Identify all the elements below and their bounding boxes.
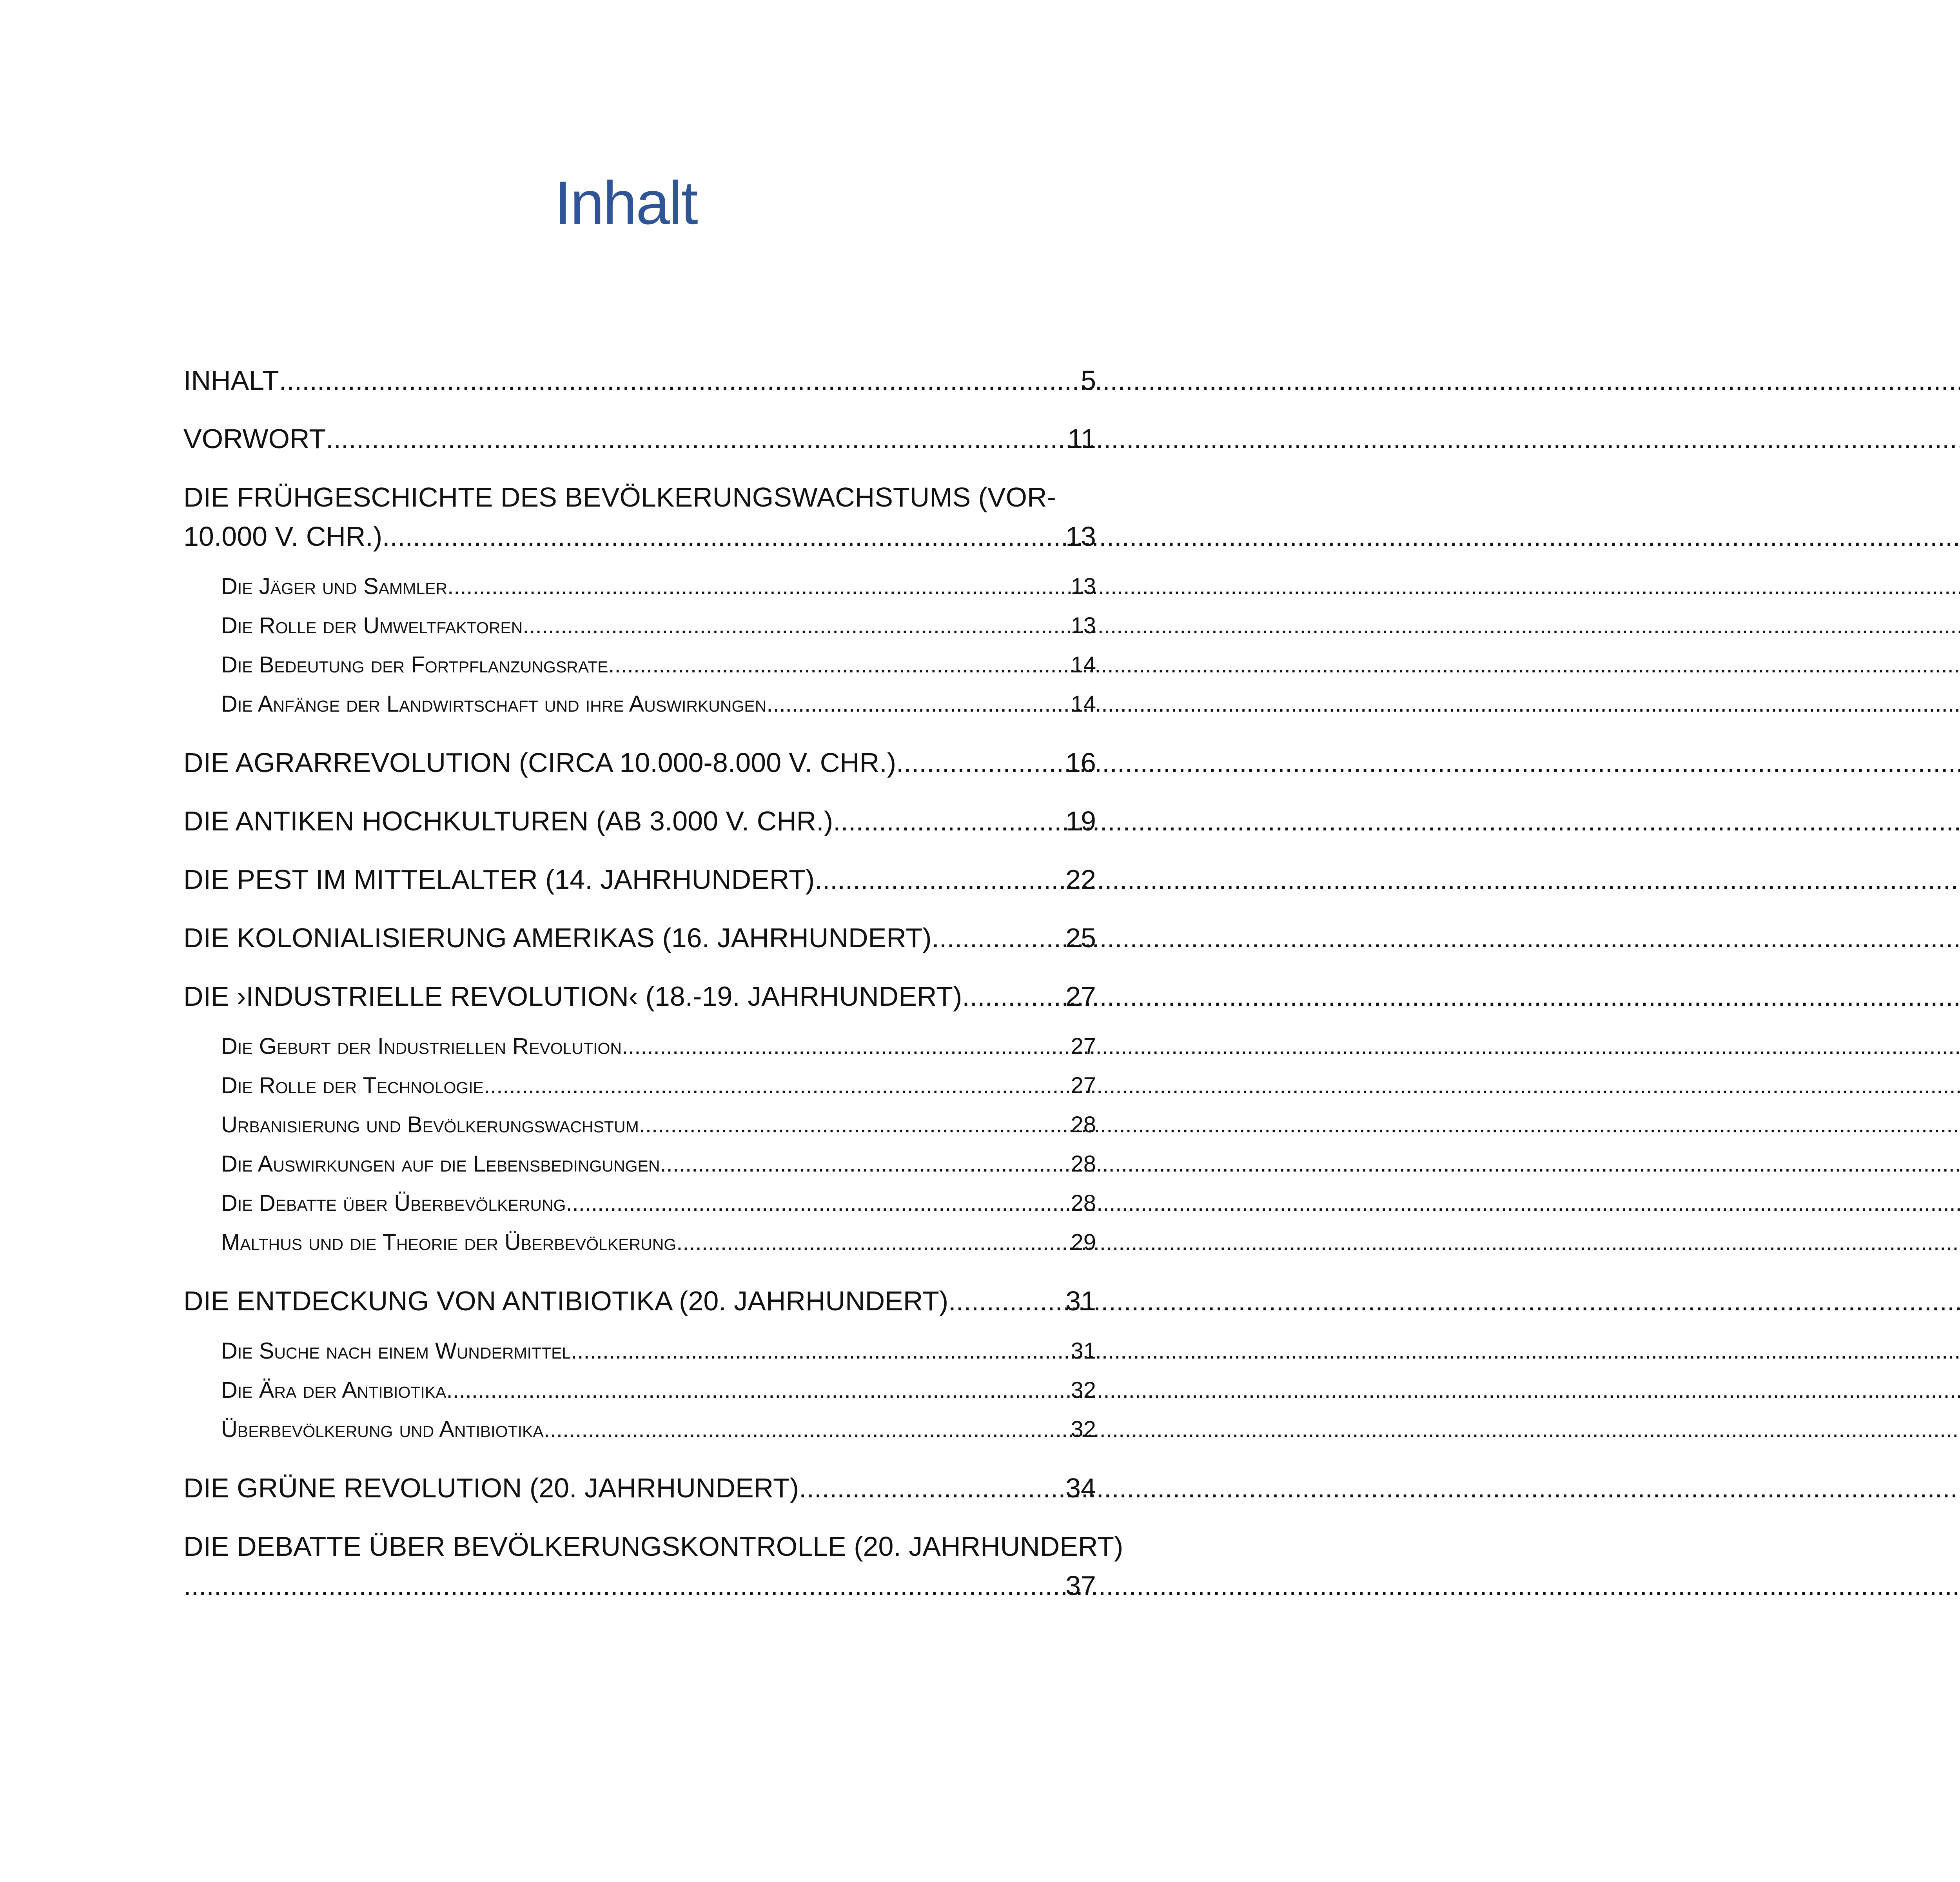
toc-entry-title: DIE ›INDUSTRIELLE REVOLUTION‹ (18.-19. JAHRHUNDERT) — [183, 981, 962, 1012]
toc-leader-dots — [484, 1066, 1071, 1105]
toc-subsection-group — [183, 1332, 1096, 1449]
toc-subentry[interactable] — [183, 1066, 1096, 1105]
toc-entry-page: 31 — [1065, 1286, 1096, 1316]
toc-subentry-title: Überbevölkerung und Antibiotika — [221, 1417, 544, 1442]
toc-entry-page: 5 — [1081, 365, 1096, 396]
toc-entry-page: 22 — [1065, 864, 1096, 895]
toc-subentry[interactable] — [183, 685, 1096, 724]
toc-subentry-page: 29 — [1071, 1230, 1096, 1255]
toc-entry[interactable] — [183, 918, 1096, 957]
toc-entry[interactable] — [183, 1281, 1096, 1321]
toc-leader-dots — [447, 567, 1071, 606]
toc-subentry[interactable] — [183, 1332, 1096, 1371]
table-of-contents — [183, 361, 1123, 1605]
toc-leader-dots — [676, 1223, 1071, 1262]
toc-subentry-title: Die Rolle der Umweltfaktoren — [221, 613, 523, 638]
toc-subsection-group — [183, 1027, 1096, 1262]
toc-subentry-title: Urbanisierung und Bevölkerungswachstum — [221, 1112, 639, 1137]
toc-subentry[interactable] — [183, 645, 1096, 685]
toc-subentry-page: 13 — [1071, 613, 1096, 638]
toc-entry-page: 25 — [1065, 923, 1096, 953]
toc-leader-dots — [326, 419, 1067, 458]
toc-entry[interactable] — [183, 419, 1096, 458]
toc-entry[interactable] — [183, 1527, 1123, 1605]
toc-entry[interactable] — [183, 361, 1096, 400]
toc-entry-page: 11 — [1067, 423, 1096, 454]
toc-entry-title: DIE GRÜNE REVOLUTION (20. JAHRHUNDERT) — [183, 1473, 799, 1503]
toc-leader-dots — [544, 1410, 1071, 1449]
toc-entry[interactable] — [183, 801, 1096, 841]
toc-subentry[interactable] — [183, 1184, 1096, 1223]
toc-subentry-title: Malthus und die Theorie der Überbevölkerung — [221, 1230, 677, 1255]
toc-subentry-page: 14 — [1071, 691, 1096, 717]
toc-subentry-title: Die Debatte über Überbevölkerung — [221, 1190, 566, 1216]
toc-leader-dots — [660, 1144, 1071, 1184]
toc-entry-page: 27 — [1065, 981, 1096, 1012]
toc-leader-dots — [382, 517, 1065, 556]
toc-entry-page: 16 — [1065, 747, 1096, 778]
toc-entry-page: 19 — [1065, 806, 1096, 836]
toc-entry-title-line-1: DIE DEBATTE ÜBER BEVÖLKERUNGSKONTROLLE (20. JAHRHUNDERT) — [183, 1531, 1123, 1562]
toc-entry[interactable] — [183, 478, 1096, 556]
toc-leader-dots — [766, 685, 1071, 724]
toc-subentry[interactable] — [183, 1410, 1096, 1449]
toc-entry-title-line-1: DIE FRÜHGESCHICHTE DES BEVÖLKERUNGSWACHSTUMS (VOR- — [183, 482, 1056, 512]
toc-subentry-page: 32 — [1071, 1377, 1096, 1403]
toc-leader-dots — [815, 860, 1065, 899]
toc-entry-page: 13 — [1065, 521, 1096, 552]
toc-entry-title: VORWORT — [183, 423, 326, 454]
toc-subsection-group — [183, 567, 1096, 724]
toc-entry-title: DIE ANTIKEN HOCHKULTUREN (AB 3.000 V. CHR.) — [183, 806, 833, 836]
toc-subentry-page: 14 — [1071, 652, 1096, 678]
toc-leader-dots — [566, 1184, 1071, 1223]
toc-entry[interactable] — [183, 860, 1096, 899]
toc-subentry[interactable] — [183, 567, 1096, 606]
toc-entry[interactable] — [183, 1468, 1096, 1508]
toc-leader-dots — [571, 1332, 1071, 1371]
toc-entry-page: 37 — [1065, 1570, 1096, 1601]
toc-subentry-title: Die Anfänge der Landwirtschaft und ihre Auswirkungen — [221, 691, 767, 717]
toc-subentry-title: Die Geburt der Industriellen Revolution — [221, 1034, 622, 1059]
toc-subentry[interactable] — [183, 1223, 1096, 1262]
toc-subentry-page: 28 — [1071, 1112, 1096, 1137]
toc-leader-dots — [279, 361, 1081, 400]
toc-entry-title: DIE ENTDECKUNG VON ANTIBIOTIKA (20. JAHRHUNDERT) — [183, 1286, 949, 1316]
toc-subentry-title: Die Jäger und Sammler — [221, 574, 448, 599]
toc-leader-dots — [622, 1027, 1071, 1066]
toc-leader-dots — [523, 606, 1071, 645]
toc-entry-page: 34 — [1065, 1473, 1096, 1503]
toc-entry[interactable] — [183, 977, 1096, 1016]
toc-leader-dots — [799, 1468, 1065, 1508]
toc-entry-title: DIE AGRARREVOLUTION (CIRCA 10.000-8.000 V. CHR.) — [183, 747, 897, 778]
toc-subentry-page: 28 — [1071, 1190, 1096, 1216]
toc-leader-dots — [608, 645, 1071, 685]
toc-subentry-page: 31 — [1071, 1338, 1096, 1364]
toc-subentry-title: Die Auswirkungen auf die Lebensbedingungen — [221, 1151, 660, 1177]
toc-subentry[interactable] — [183, 1027, 1096, 1066]
toc-subentry-page: 32 — [1071, 1417, 1096, 1442]
toc-subentry-title: Die Suche nach einem Wundermittel — [221, 1338, 571, 1364]
toc-subentry[interactable] — [183, 606, 1096, 645]
toc-leader-dots — [833, 801, 1065, 841]
toc-leader-dots — [932, 918, 1066, 957]
toc-subentry-title: Die Rolle der Technologie — [221, 1073, 484, 1098]
page-title: Inhalt — [554, 169, 697, 237]
toc-leader-dots — [446, 1371, 1071, 1410]
toc-subentry-page: 27 — [1071, 1073, 1096, 1098]
toc-entry-title: DIE KOLONIALISIERUNG AMERIKAS (16. JAHRHUNDERT) — [183, 923, 932, 953]
toc-entry-title: DIE PEST IM MITTELALTER (14. JAHRHUNDERT) — [183, 864, 815, 895]
toc-subentry[interactable] — [183, 1144, 1096, 1184]
toc-subentry[interactable] — [183, 1105, 1096, 1144]
toc-leader-dots — [183, 1566, 1065, 1605]
toc-subentry-page: 28 — [1071, 1151, 1096, 1177]
toc-leader-dots — [948, 1281, 1065, 1321]
toc-entry[interactable] — [183, 743, 1096, 782]
toc-leader-dots — [639, 1105, 1071, 1144]
toc-subentry-page: 27 — [1071, 1034, 1096, 1059]
toc-entry-title: INHALT — [183, 365, 279, 396]
toc-subentry-title: Die Bedeutung der Fortpflanzungsrate — [221, 652, 608, 678]
toc-subentry-page: 13 — [1071, 574, 1096, 599]
toc-subentry[interactable] — [183, 1371, 1096, 1410]
toc-subentry-title: Die Ära der Antibiotika — [221, 1377, 446, 1403]
toc-entry-title-line-2: 10.000 V. CHR.) — [183, 521, 383, 552]
toc-leader-dots — [962, 977, 1065, 1016]
toc-leader-dots — [896, 743, 1065, 782]
